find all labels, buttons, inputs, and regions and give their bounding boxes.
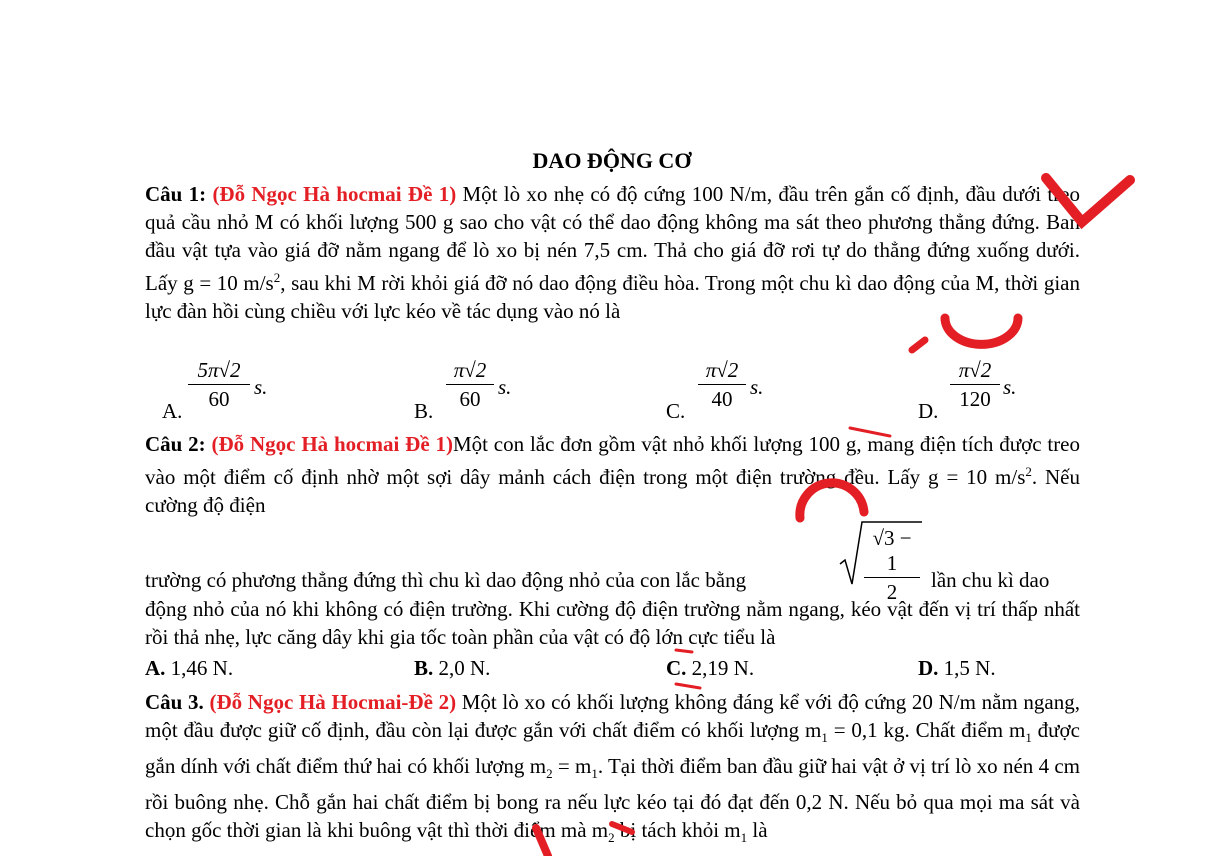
tick-mark-icon <box>912 340 925 350</box>
question-source: (Đỗ Ngọc Hà hocmai Đề 1) <box>211 432 453 456</box>
option-value: 1,46 N. <box>165 656 234 680</box>
question-text: được gắn dính với chất điểm thứ hai có khối lượng m <box>145 718 1080 779</box>
option-suffix: s. <box>750 375 764 399</box>
superscript: 2 <box>1025 464 1032 479</box>
question-source: (Đỗ Ngọc Hà hocmai Đề 1) <box>212 182 457 206</box>
question-label: Câu 1: <box>145 182 207 206</box>
question-text: Một lò xo nhẹ có độ cứng 100 N/m, đầu trên gắn cố định, đầu dưới treo quả cầu nhỏ M có khối lượng 500 g sao cho vật có thể dao động không ma sát theo phương thẳng đứng. Ban đầu vật tựa vào giá đỡ nằm ngang để lò xo bị nén 7,5 cm. Thả cho giá đỡ rơi tự do thẳng đứng xuống dưới. Lấy g = 10 m/s <box>145 182 1080 295</box>
question-text: . Tại thời điểm ban đầu giữ hai vật ở vị trí lò xo nén 4 cm rồi buông nhẹ. Chỗ gắn hai chất điểm bị bong ra nếu lực kéo tại đó đạt đến 0,2 N. Nếu bỏ qua mọi ma sát và chọn gốc thời gian là khi buông vật thì thời điểm mà m <box>145 754 1081 843</box>
question-text: Một con lắc đơn gồm vật nhỏ khối lượng 100 g, mang điện tích được treo vào một điểm cố định nhờ một sợi dây mảnh cách điện trong một điện trường đều. Lấy g = 10 m/s <box>145 432 1081 489</box>
fraction-denominator: 60 <box>459 387 481 411</box>
question-text-cont: . Nếu cường độ điện <box>145 465 1080 517</box>
subscript: 1 <box>591 766 598 782</box>
option-letter: C. <box>666 656 687 680</box>
option-fraction <box>446 358 494 412</box>
fraction-numerator: π√2 <box>698 358 746 385</box>
fraction-denominator: 60 <box>208 387 230 411</box>
fraction-numerator: 5π√2 <box>188 358 250 385</box>
question-text: bị tách khỏi m <box>614 818 741 843</box>
question-2-radical-line: trường có phương thẳng đứng thì chu kì dao động nhỏ của con lắc bằng <box>145 568 747 592</box>
option-suffix: s. <box>1003 375 1017 399</box>
option-letter: D. <box>918 656 939 680</box>
fraction-denominator: 120 <box>959 387 991 411</box>
option-value: 2,19 N. <box>686 656 755 680</box>
option-letter: B. <box>414 656 434 680</box>
radical-fraction <box>864 526 920 605</box>
radical-line-end: lần chu kì dao <box>931 568 1050 592</box>
option-letter: A. <box>145 656 166 680</box>
fraction-denominator: 40 <box>711 387 733 411</box>
fraction-numerator: π√2 <box>950 358 1000 385</box>
question-3 <box>145 688 1080 853</box>
question-label: Câu 3. <box>145 690 204 714</box>
question-source: (Đỗ Ngọc Hà Hocmai-Đề 2) <box>209 690 457 714</box>
subscript: 1 <box>740 830 748 846</box>
option-value: 2,0 N. <box>433 656 491 680</box>
question-text: Một lò xo có khối lượng không đáng kể với độ cứng 20 N/m nằm ngang, một đầu được giữ cố định, đầu còn lại được gắn với chất điểm có khối lượng m <box>145 690 1080 742</box>
option-suffix: s. <box>498 375 512 399</box>
page-title: DAO ĐỘNG CƠ <box>532 148 692 173</box>
q2-option-d[interactable] <box>918 656 996 681</box>
option-suffix: s. <box>254 375 268 399</box>
option-fraction <box>698 358 746 412</box>
fraction-numerator: π√2 <box>446 358 494 385</box>
question-1 <box>145 180 1080 325</box>
subscript: 2 <box>546 766 553 782</box>
question-2 <box>145 430 1080 519</box>
subscript: 1 <box>1025 730 1032 746</box>
question-label: Câu 2: <box>145 432 206 456</box>
option-letter: A. <box>162 399 183 423</box>
q2-option-a[interactable] <box>145 656 233 681</box>
subscript: 2 <box>608 830 615 846</box>
subscript: 1 <box>821 730 828 746</box>
question-text: = 0,1 kg. Chất điểm m <box>827 718 1026 742</box>
fraction-numerator: √3 − 1 <box>864 526 920 578</box>
option-fraction <box>188 358 250 412</box>
option-letter: D. <box>918 399 939 423</box>
option-letter: B. <box>414 399 434 423</box>
option-value: 1,5 N. <box>938 656 996 680</box>
radical-expression <box>838 520 924 604</box>
q2-option-b[interactable] <box>414 656 490 681</box>
superscript: 2 <box>273 270 281 285</box>
question-2-cont: động nhỏ của nó khi không có điện trường. Khi cường độ điện trường nằm ngang, kéo vật đến vị trí thấp nhất rồi thả nhẹ, lực căng dây khi gia tốc toàn phần của vật có độ lớn cực tiểu là <box>145 597 1080 649</box>
option-fraction <box>950 358 1000 412</box>
question-text: = m <box>552 754 592 779</box>
q2-option-c[interactable] <box>666 656 754 681</box>
fraction-denominator: 2 <box>886 580 898 604</box>
option-letter: C. <box>666 399 686 423</box>
question-text-cont: , sau khi M rời khỏi giá đỡ nó dao động điều hòa. Trong một chu kì dao động của M, thời gian lực đàn hồi cùng chiều với lực kéo về tác dụng vào nó là <box>145 271 1080 323</box>
question-text: là <box>747 818 768 843</box>
